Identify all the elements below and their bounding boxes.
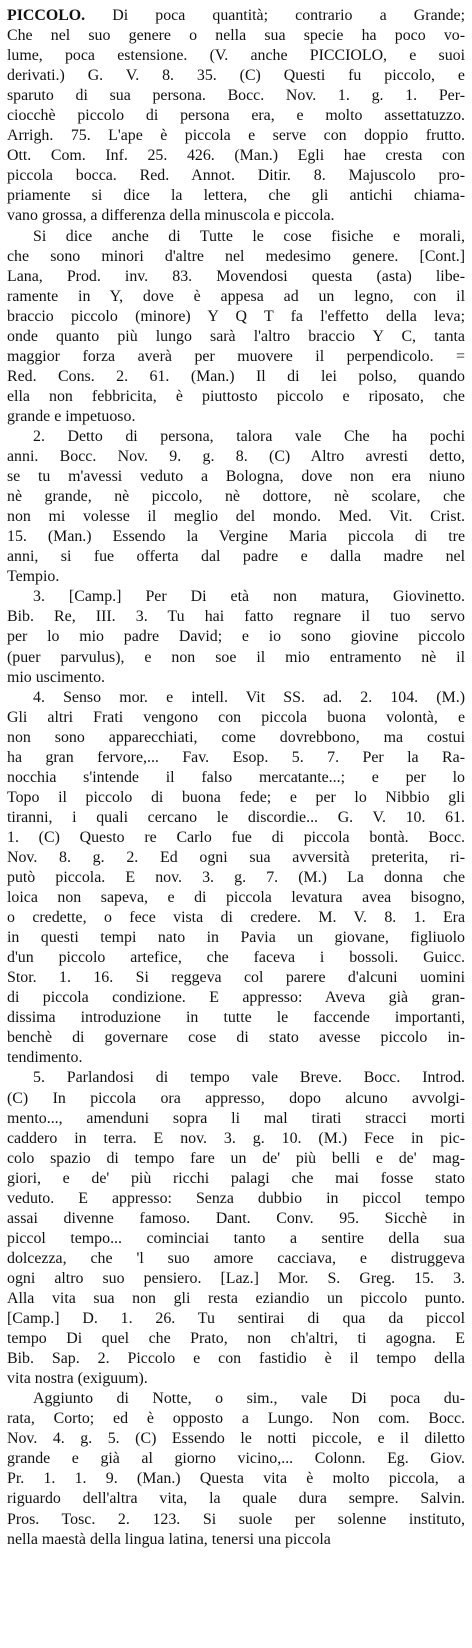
- entry-paragraph: [7, 688, 465, 1069]
- text-line: assai divenne famoso. Dant. Conv. 95. Sicchè in: [7, 1209, 465, 1227]
- text-line: ella non febbricita, è piuttosto piccolo e riposato, che: [7, 387, 465, 405]
- text-line: nella maestà della lingua latina, tenersi una piccola: [7, 1530, 331, 1548]
- text-line: anni, si fue offerta dal padre e dalla madre nel: [7, 548, 465, 566]
- text-line: piccola bocca. Red. Annot. Ditir. 8. Majuscolo pro-: [7, 167, 465, 185]
- text-line: per lo mio padre David; e io sono giovine piccolo: [7, 628, 465, 646]
- text-line: Stor. 1. 16. Si reggeva col parere d'alcuni uomini: [7, 969, 465, 987]
- text-line: che sono minori d'altre nel medesimo genere. [Cont.]: [7, 247, 465, 265]
- text-line: Ott. Com. Inf. 25. 426. (Man.) Egli hae cresta con: [7, 147, 465, 165]
- text-line: sparuto di sua persona. Bocc. Nov. 1. g. 1. Per-: [7, 87, 465, 105]
- text-line: (C) In piccola ora appresso, dopo alcuno avvolgi-: [7, 1089, 465, 1107]
- text-line: Bib. Re, III. 3. Tu hai fatto regnare il tuo servo: [7, 608, 465, 626]
- text-line: Alla vita sua non gli resta eziandio un piccolo punto.: [7, 1290, 465, 1307]
- dictionary-entry-piccolo: [7, 6, 465, 1550]
- text-line: ogni altro suo pensiero. [Laz.] Mor. S. Greg. 15. 3.: [7, 1269, 465, 1287]
- entry-paragraph: [7, 1389, 465, 1549]
- text-line: Gli altri Frati vengono con piccola buona volontà, e: [7, 708, 465, 726]
- text-line: braccio piccolo (minore) Y Q T fa l'effetto della leva;: [7, 307, 465, 325]
- text-line: ha gran fervore,... Fav. Esop. 5. 7. Per la Ra-: [7, 748, 465, 766]
- text-line: non sono apparecchiati, come dovrebbono, ma costui: [7, 728, 465, 746]
- text-line: o credette, o fece vista di credere. M. V. 8. 1. Era: [7, 909, 465, 927]
- text-line: Pros. Tosc. 2. 123. Si suole per solenne instituto,: [7, 1510, 465, 1528]
- text-line: Aggiunto di Notte, o sim., vale Di poca du-: [33, 1390, 465, 1408]
- text-line: [Camp.] D. 1. 26. Tu sentirai di qua da piccol: [7, 1310, 465, 1328]
- text-line: onde quanto più lungo sarà l'altro braccio Y C, tanta: [7, 327, 465, 345]
- text-line: Pr. 1. 1. 9. (Man.) Questa vita è molto piccola, a: [7, 1470, 465, 1488]
- text-line: Tempio.: [7, 568, 60, 586]
- text-line: Lana, Prod. inv. 83. Movendosi questa (asta) libe-: [7, 267, 465, 285]
- text-line: giori, e de' più ricchi palagi che mai fosse stato: [7, 1169, 465, 1187]
- text-line: 5. Parlandosi di tempo vale Breve. Bocc. Introd.: [33, 1069, 465, 1087]
- text-line: colo spazio di tempo fare un de' più belli e de' mag-: [7, 1149, 465, 1167]
- text-line: Che nel suo genere o nella sua specie ha poco vo-: [7, 27, 465, 45]
- text-line: mio uscimento.: [7, 668, 105, 686]
- text-line: grande e già al giorno vicino,... Colonn. Eg. Giov.: [7, 1450, 465, 1468]
- text-line: vano grossa, a differenza della minuscola e piccola.: [7, 207, 335, 225]
- text-line: 15. (Man.) Essendo la Vergine Maria piccola di tre: [7, 528, 465, 546]
- text-line: PICCOLO. Di poca quantità; contrario a Grande;: [7, 7, 465, 24]
- text-line: in questi tempi nato in Pavia un giovane, figliuolo: [7, 929, 465, 947]
- text-line: benchè di governare cose di stato avesse piccolo in-: [7, 1029, 465, 1047]
- text-line: veduto. E appresso: Senza dubbio in piccol tempo: [7, 1189, 465, 1207]
- text-line: Nov. 8. g. 2. Ed ogni sua avversità preterita, ri-: [7, 848, 465, 866]
- text-line: ramente in Y, dove è appesa ad un legno, con il: [7, 287, 465, 305]
- entry-paragraph: [7, 227, 465, 427]
- text-line: 4. Senso mor. e intell. Vit SS. ad. 2. 104. (M.): [33, 688, 465, 706]
- entry-paragraph: [7, 427, 465, 587]
- text-line: se tu m'avessi veduto a Bologna, dove non era niuno: [7, 468, 465, 486]
- text-line: nocchia s'intende il falso mercatante...; e per lo: [7, 768, 465, 786]
- text-line: anni. Bocc. Nov. 9. g. 8. (C) Altro avresti detto,: [7, 448, 465, 466]
- text-line: loica non sapeva, e di piccola levatura avea bisogno,: [7, 889, 465, 907]
- text-line: caddero in terra. E nov. 3. g. 10. (M.) Fece in pic-: [7, 1129, 465, 1147]
- text-line: 2. Detto di persona, talora vale Che ha pochi: [33, 427, 465, 445]
- text-line: Arrigh. 75. L'ape è piccola e serve con doppio frutto.: [7, 127, 465, 145]
- text-line: Si dice anche di Tutte le cose fisiche e morali,: [33, 227, 465, 245]
- text-line: Nov. 4. g. 5. (C) Essendo le notti piccole, e il diletto: [7, 1430, 465, 1448]
- headword: PICCOLO.: [7, 7, 86, 24]
- text-line: lume, poca estensione. (V. anche PICCIOLO, e suoi: [7, 47, 465, 65]
- entry-paragraph: [7, 6, 465, 227]
- text-line: ciocchè piccolo di persona era, e molto assettatuzzo.: [7, 107, 465, 125]
- text-line: 3. [Camp.] Per Di età non matura, Giovinetto.: [33, 588, 465, 606]
- text-line: mento..., amenduni sopra li mal tirati stracci morti: [7, 1109, 465, 1127]
- text-line: derivati.) G. V. 8. 35. (C) Questi fu piccolo, e: [7, 67, 465, 85]
- text-line: rata, Corto; ed è opposto a Lungo. Non com. Bocc.: [7, 1410, 465, 1428]
- text-line: non mi volesse il meglio del mondo. Med. Vit. Crist.: [7, 508, 465, 526]
- text-line: priamente si dice la lettera, che gli antichi chiama-: [7, 187, 465, 205]
- entry-paragraph: [7, 1068, 465, 1389]
- text-line: putò piccola. E nov. 3. g. 7. (M.) La donna che: [7, 869, 465, 887]
- text-line: vita nostra (exiguum).: [7, 1370, 148, 1388]
- text-line: 1. (C) Questo re Carlo fue di piccola bontà. Bocc.: [7, 828, 465, 846]
- text-line: tiranni, i quali cercano le discordie... G. V. 10. 61.: [7, 808, 465, 826]
- text-line: dolcezza, che 'l suo amore cacciava, e distruggeva: [7, 1249, 465, 1267]
- text-line: riguardo dell'altra vita, la quale dura sempre. Salvin.: [7, 1490, 465, 1508]
- entry-paragraph: [7, 587, 465, 687]
- text-line: maggior forza averà per muovere il perpendicolo. =: [7, 347, 465, 365]
- text-line: nè grande, nè piccolo, nè dottore, nè scolare, che: [7, 488, 465, 506]
- text-line: Bib. Sap. 2. Piccolo e con fastidio è il tempo della: [7, 1350, 465, 1368]
- text-line: tempo Di quel che Prato, non ch'altri, ti agogna. E: [7, 1330, 465, 1348]
- text-line: Topo il piccolo di buona fede; e per lo Nibbio gli: [7, 788, 465, 806]
- text-line: d'un piccolo artefice, che faceva i bossoli. Guicc.: [7, 949, 465, 967]
- text-line: dissima introduzione in tutte le faccende importanti,: [7, 1009, 465, 1027]
- text-line: di piccola condizione. E appresso: Aveva già gran-: [7, 989, 465, 1007]
- text-line: Red. Cons. 2. 61. (Man.) Il di lei polso, quando: [7, 367, 465, 385]
- text-line: piccol tempo... cominciai tanto a sentire della sua: [7, 1229, 465, 1247]
- text-line: (puer parvulus), e non soe il mio entramento nè il: [7, 648, 465, 666]
- text-line: tendimento.: [7, 1049, 83, 1067]
- text-line: grande e impetuoso.: [7, 407, 136, 425]
